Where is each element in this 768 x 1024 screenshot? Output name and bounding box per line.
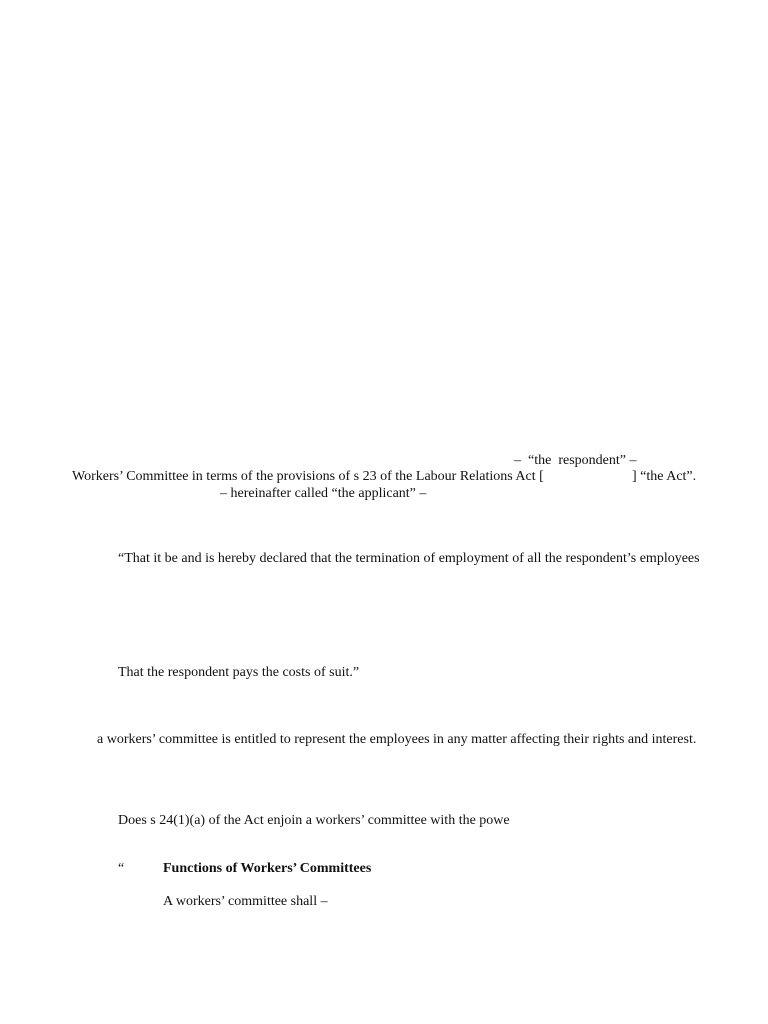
act-reference-line: Workers’ Committee in terms of the provisions of s 23 of the Labour Relations Act [ — [72, 469, 544, 484]
section-heading: Functions of Workers’ Committees — [163, 861, 372, 876]
representation-paragraph: a workers’ committee is entitled to represent the employees in any matter affecting their rights and interest. — [97, 732, 697, 747]
section-intro: A workers’ committee shall – — [163, 894, 328, 909]
question-paragraph: Does s 24(1)(a) of the Act enjoin a workers’ committee with the powe — [118, 813, 510, 828]
order-paragraph-costs: That the respondent pays the costs of suit.” — [118, 665, 360, 680]
respondent-designation: – “the respondent” – — [514, 453, 637, 468]
quote-open-mark: “ — [118, 861, 125, 876]
order-paragraph-declaration: “That it be and is hereby declared that the termination of employment of all the respondent’s employees — [118, 551, 700, 566]
applicant-designation: – hereinafter called “the applicant” – — [220, 486, 427, 501]
act-reference-closing: ] “the Act”. — [632, 469, 697, 484]
